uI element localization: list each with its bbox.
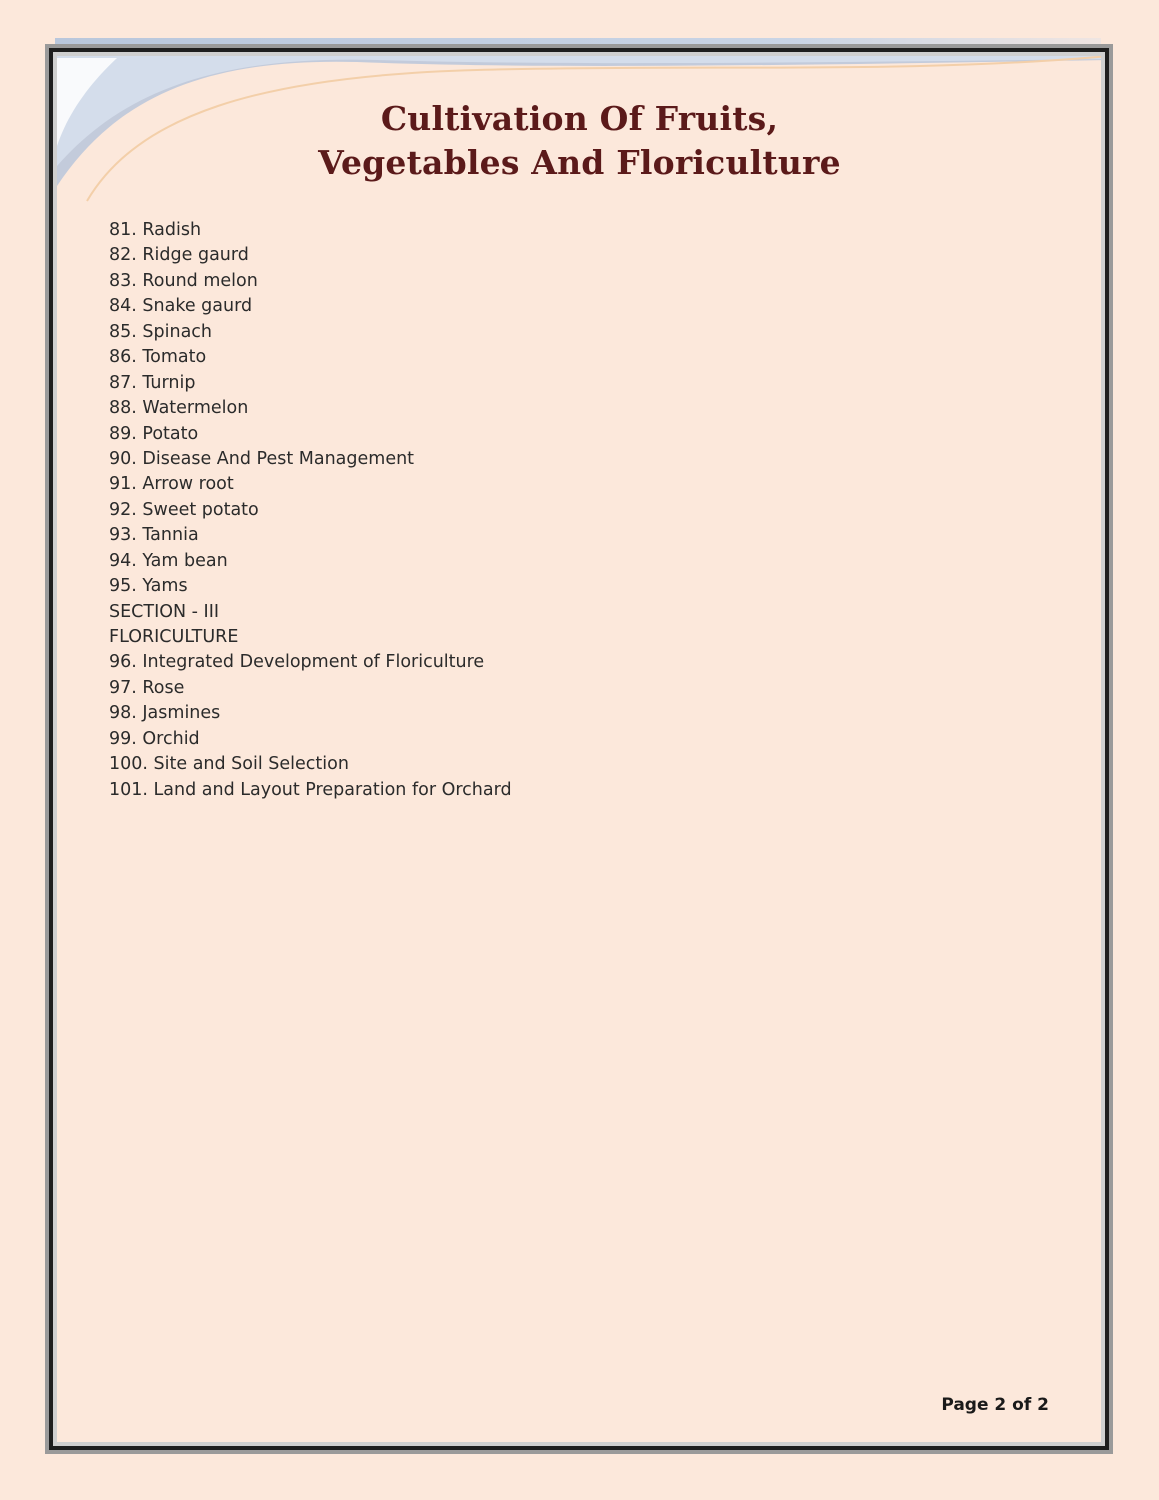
- list-item: 99. Orchid: [109, 728, 200, 749]
- list-item: 93. Tannia: [109, 525, 199, 546]
- page-number: Page 2 of 2: [941, 1395, 1049, 1415]
- list-item: 86. Tomato: [109, 347, 207, 368]
- list-item: 100. Site and Soil Selection: [109, 754, 349, 775]
- list-item: 92. Sweet potato: [109, 499, 259, 520]
- list-item: 85. Spinach: [109, 321, 213, 342]
- list-item: 83. Round melon: [109, 270, 258, 291]
- contents-list: [109, 218, 512, 803]
- list-item: 90. Disease And Pest Management: [109, 448, 415, 469]
- section-title: FLORICULTURE: [109, 627, 239, 647]
- list-item: 91. Arrow root: [109, 474, 234, 495]
- document-title-line-1: Cultivation Of Fruits,: [380, 99, 779, 138]
- list-item: 82. Ridge gaurd: [109, 245, 249, 266]
- list-item: 89. Potato: [109, 423, 199, 444]
- list-item: 95. Yams: [109, 576, 188, 597]
- list-item: 87. Turnip: [109, 372, 196, 393]
- list-item: 81. Radish: [109, 220, 202, 240]
- section-heading: SECTION - III: [109, 601, 220, 622]
- document-title-line-2: Vegetables And Floriculture: [318, 143, 841, 182]
- list-item: 96. Integrated Development of Floriculture: [109, 652, 485, 673]
- list-item: 97. Rose: [109, 677, 185, 698]
- list-item: 94. Yam bean: [109, 550, 228, 571]
- list-item: 101. Land and Layout Preparation for Orchard: [109, 779, 512, 800]
- list-item: 84. Snake gaurd: [109, 296, 253, 317]
- list-item: 98. Jasmines: [109, 703, 221, 724]
- list-item: 88. Watermelon: [109, 398, 249, 419]
